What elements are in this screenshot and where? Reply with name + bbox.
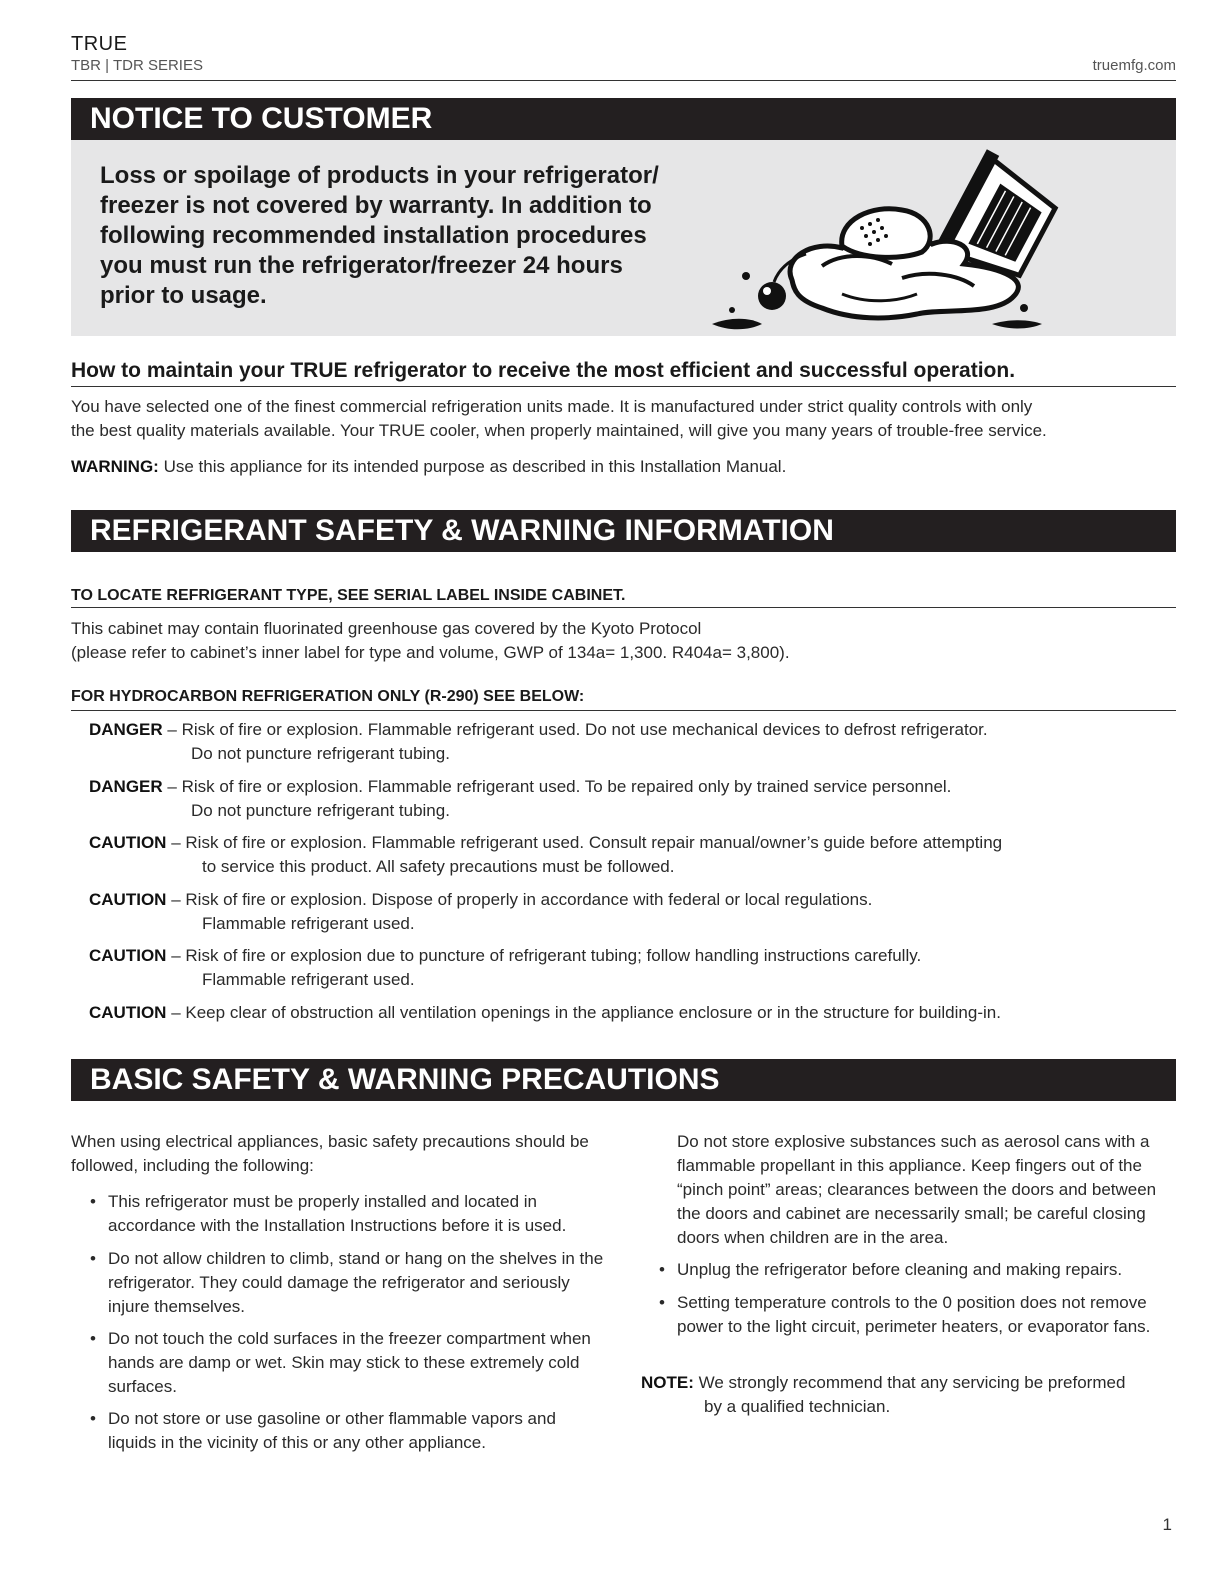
hazard-continuation: to service this product. All safety precautions must be followed. [202,857,675,876]
maintain-line: the best quality materials available. Your TRUE cooler, when properly maintained, will give you many years of trouble-free service. [71,421,1047,440]
basic-safety-title-bar: BASIC SAFETY & WARNING PRECAUTIONS [71,1059,1176,1101]
maintain-rule [71,386,1176,387]
locate-rule [71,607,1176,608]
kyoto-line: (please refer to cabinet’s inner label for type and volume, GWP of 134a= 1,300. R404a= 3,800). [71,643,790,662]
list-item-text: Do not allow children to climb, stand or hang on the shelves in the refrigerator. They could damage the refrigerator and seriously injure themselves. [108,1249,604,1316]
hazard-item [89,831,1002,855]
warning-label: WARNING: [71,457,159,476]
list-item [90,1327,608,1399]
notice-line: you must run the refrigerator/freezer 24 hours [100,252,623,279]
hazard-continuation: Do not puncture refrigerant tubing. [191,801,450,820]
locate-heading: TO LOCATE REFRIGERANT TYPE, SEE SERIAL LABEL INSIDE CABINET. [71,587,626,604]
hazard-dash: – [171,946,181,965]
hazard-label: DANGER [89,720,163,739]
kyoto-paragraph [71,617,790,665]
hazard-item [89,1001,1001,1025]
notice-title-bar: NOTICE TO CUSTOMER [71,98,1176,140]
bullet-icon: • [90,1192,96,1211]
hydrocarbon-heading: FOR HYDROCARBON REFRIGERATION ONLY (R-290) SEE BELOW: [71,688,585,705]
basic-intro: When using electrical appliances, basic safety precautions should be followed, including the following: [71,1132,589,1175]
hazard-text: Risk of fire or explosion due to puncture of refrigerant tubing; follow handling instructions carefully. [185,946,922,965]
note-label: NOTE: [641,1373,694,1392]
product-series: TBR | TDR SERIES [71,57,203,74]
brand-name: TRUE [71,33,128,55]
list-item-text: Setting temperature controls to the 0 position does not remove power to the light circuit, perimeter heaters, or evaporator fans. [677,1293,1151,1336]
hazard-item [89,944,921,968]
bullet-icon: • [90,1329,96,1348]
kyoto-line: This cabinet may contain fluorinated greenhouse gas covered by the Kyoto Protocol [71,619,702,638]
bullet-icon: • [90,1409,96,1428]
bullet-icon: • [659,1260,665,1279]
hazard-text: Risk of fire or explosion. Flammable refrigerant used. Do not use mechanical devices to defrost refrigerator. [181,720,988,739]
hazard-continuation: Flammable refrigerant used. [202,914,415,933]
hazard-text: Keep clear of obstruction all ventilation openings in the appliance enclosure or in the structure for building-in. [185,1003,1001,1022]
warning-line [71,455,786,479]
hazard-text: Risk of fire or explosion. Flammable refrigerant used. Consult repair manual/owner’s guide before attempting [185,833,1003,852]
hazard-dash: – [171,833,181,852]
hazard-label: CAUTION [89,890,167,909]
list-item [659,1291,1172,1339]
hazard-item [89,718,988,742]
page-number: 1 [1162,1515,1172,1534]
list-item-text: Do not touch the cold surfaces in the freezer compartment when hands are damp or wet. Skin may stick to these extremely cold surfaces. [108,1329,591,1396]
list-item-text: Unplug the refrigerator before cleaning and making repairs. [677,1260,1123,1279]
list-item-text: Do not store or use gasoline or other flammable vapors and liquids in the vicinity of this or any other appliance. [108,1409,556,1452]
hazard-label: CAUTION [89,946,167,965]
list-item-text: This refrigerator must be properly installed and located in accordance with the Installation Instructions before it is used. [108,1192,567,1235]
refrigerant-title-bar: REFRIGERANT SAFETY & WARNING INFORMATION [71,510,1176,552]
maintain-paragraph [71,395,1047,443]
notice-line: freezer is not covered by warranty. In addition to [100,192,652,219]
spilled-cup-icon [702,148,1102,336]
hazard-text: Risk of fire or explosion. Dispose of properly in accordance with federal or local regulations. [185,890,873,909]
list-item [90,1247,608,1319]
hazard-item [89,775,951,799]
notice-text [100,161,700,311]
maintain-heading: How to maintain your TRUE refrigerator to receive the most efficient and successful operation. [71,359,1016,382]
hazard-dash: – [171,1003,181,1022]
website-url: truemfg.com [1092,57,1176,74]
bullet-icon: • [90,1249,96,1268]
list-item [659,1258,1172,1282]
hazard-label: CAUTION [89,1003,167,1022]
note-continuation: by a qualified technician. [704,1397,891,1416]
hazard-item [89,888,872,912]
bullet-icon: • [659,1293,665,1312]
notice-line: prior to usage. [100,282,267,309]
list-item [90,1190,608,1238]
hazard-continuation: Flammable refrigerant used. [202,970,415,989]
hazard-dash: – [167,720,177,739]
hazard-continuation: Do not puncture refrigerant tubing. [191,744,450,763]
header-rule [71,80,1176,81]
notice-line: following recommended installation procedures [100,222,647,249]
hazard-label: CAUTION [89,833,167,852]
hazard-label: DANGER [89,777,163,796]
hazard-text: Risk of fire or explosion. Flammable refrigerant used. To be repaired only by trained service personnel. [181,777,952,796]
maintain-line: You have selected one of the finest commercial refrigeration units made. It is manufactured under strict quality controls with only [71,397,1033,416]
hazard-dash: – [167,777,177,796]
aerosol-paragraph: Do not store explosive substances such as aerosol cans with a flammable propellant in this appliance. Keep fingers out of the “pinch point” areas; clearances between the doors and between the doors and cabinet are necessarily small; be careful closing doors when children are in the area. [677,1132,1157,1247]
hazard-dash: – [171,890,181,909]
hydrocarbon-rule [71,710,1176,711]
notice-line: Loss or spoilage of products in your refrigerator/ [100,162,659,189]
note-line [641,1371,1125,1395]
list-item [90,1407,608,1455]
note-text: We strongly recommend that any servicing be preformed [698,1373,1126,1392]
warning-text: Use this appliance for its intended purpose as described in this Installation Manual. [163,457,787,476]
